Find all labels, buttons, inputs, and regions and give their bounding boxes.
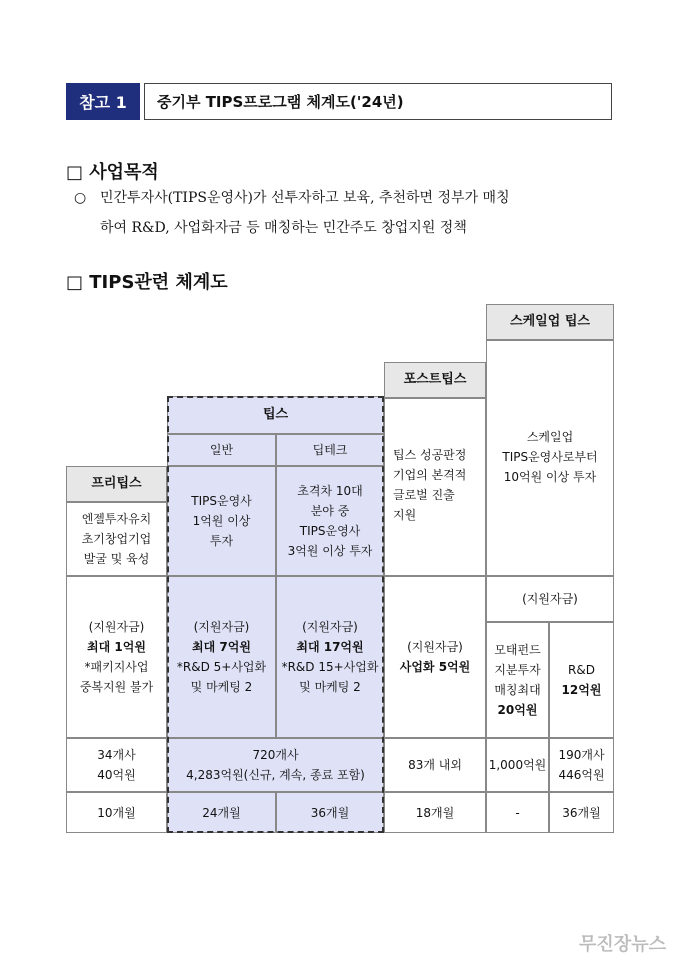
count-text: 720개사: [252, 748, 299, 762]
purpose-line-1: 민간투자사(TIPS운영사)가 선투자하고 보육, 추천하면 정부가 매칭: [100, 190, 510, 206]
reference-label: 참고 1: [66, 83, 140, 120]
period-scaleup-equity: -: [486, 792, 549, 833]
fund-amount: 12억원: [561, 683, 602, 697]
section-title-purpose: □ 사업목적: [66, 162, 159, 183]
desc-text: TIPS운영사: [191, 494, 252, 508]
fund-text: *R&D 5+사업화: [176, 660, 267, 674]
header-deeptech: 딥테크: [276, 434, 384, 466]
fund-deeptech: [276, 576, 384, 738]
count-text: 190개사: [558, 748, 605, 762]
period-post-tips: 18개월: [384, 792, 486, 833]
header-post-tips: 포스트팁스: [384, 362, 486, 398]
page-title: 중기부 TIPS프로그램 체계도('24년): [144, 83, 612, 120]
fund-amount: 사업화 5억원: [399, 660, 471, 674]
period-pre-tips: 10개월: [66, 792, 167, 833]
fund-text: 중복지원 불가: [79, 680, 154, 694]
fund-amount: 최대 1억원: [87, 640, 146, 654]
desc-text: 지원: [393, 508, 417, 522]
desc-pre-tips: [66, 502, 167, 576]
fund-text: (지원자금): [407, 640, 463, 654]
desc-text: 3억원 이상 투자: [287, 544, 373, 558]
desc-scaleup-tips: [486, 340, 614, 576]
fund-pre-tips: [66, 576, 167, 738]
fund-text: (지원자금): [302, 620, 358, 634]
fund-post-tips: [384, 576, 486, 738]
count-tips: [167, 738, 384, 792]
watermark: 무진장뉴스: [579, 934, 666, 955]
desc-text: 팁스 성공판정: [393, 448, 467, 462]
purpose-line-2: 하여 R&D, 사업화자금 등 매칭하는 민간주도 창업지원 정책: [100, 220, 467, 236]
header-scaleup-tips: 스케일업 팁스: [486, 304, 614, 340]
fund-text: 모태펀드: [494, 643, 541, 657]
fund-general: [167, 576, 276, 738]
count-text: 4,283억원(신규, 계속, 종료 포함): [186, 768, 365, 782]
desc-text: 1억원 이상: [192, 514, 251, 528]
fund-text: 및 마케팅 2: [299, 680, 361, 694]
desc-deeptech: [276, 466, 384, 576]
desc-text: 기업의 본격적: [393, 468, 467, 482]
fund-text: R&D: [568, 663, 595, 677]
desc-text: 10억원 이상 투자: [503, 470, 597, 484]
desc-general: [167, 466, 276, 576]
desc-text: TIPS운영사: [299, 524, 361, 538]
purpose-bullet: ○: [74, 190, 87, 206]
fund-text: (지원자금): [193, 620, 250, 634]
fund-amount: 최대 7억원: [192, 640, 251, 654]
desc-text: 스케일업: [526, 430, 574, 444]
period-scaleup-rnd: 36개월: [549, 792, 614, 833]
desc-text: 투자: [209, 534, 234, 548]
fund-scaleup-equity: [486, 622, 549, 738]
count-text: 446억원: [558, 768, 605, 782]
period-general: 24개월: [167, 792, 276, 833]
desc-text: 글로벌 진출: [393, 488, 455, 502]
count-text: 34개사: [97, 748, 136, 762]
fund-text: 및 마케팅 2: [190, 680, 253, 694]
desc-post-tips: [384, 398, 486, 576]
count-scaleup-equity: 1,000억원: [486, 738, 549, 792]
header-tips: 팁스: [167, 396, 384, 434]
desc-text: 초기창업기업: [81, 532, 152, 546]
fund-text: 매칭최대: [494, 683, 541, 697]
count-pre-tips: [66, 738, 167, 792]
fund-amount: 20억원: [497, 703, 538, 717]
count-post-tips: 83개 내외: [384, 738, 486, 792]
fund-amount: 최대 17억원: [296, 640, 364, 654]
count-text: 40억원: [97, 768, 136, 782]
header-pre-tips: 프리팁스: [66, 466, 167, 502]
section-title-structure: □ TIPS관련 체계도: [66, 272, 228, 293]
fund-text: *R&D 15+사업화: [281, 660, 379, 674]
period-deeptech: 36개월: [276, 792, 384, 833]
desc-text: 초격차 10대: [297, 484, 363, 498]
desc-text: TIPS운영사로부터: [502, 450, 598, 464]
count-scaleup-rnd: [549, 738, 614, 792]
header-general: 일반: [167, 434, 276, 466]
fund-scaleup-header: (지원자금): [486, 576, 614, 622]
desc-text: 분야 중: [310, 504, 350, 518]
fund-scaleup-rnd: [549, 622, 614, 738]
desc-text: 발굴 및 육성: [83, 552, 150, 566]
fund-text: *패키지사업: [84, 660, 149, 674]
fund-text: 지분투자: [494, 663, 541, 677]
desc-text: 엔젤투자유치: [81, 512, 152, 526]
fund-text: (지원자금): [88, 620, 145, 634]
